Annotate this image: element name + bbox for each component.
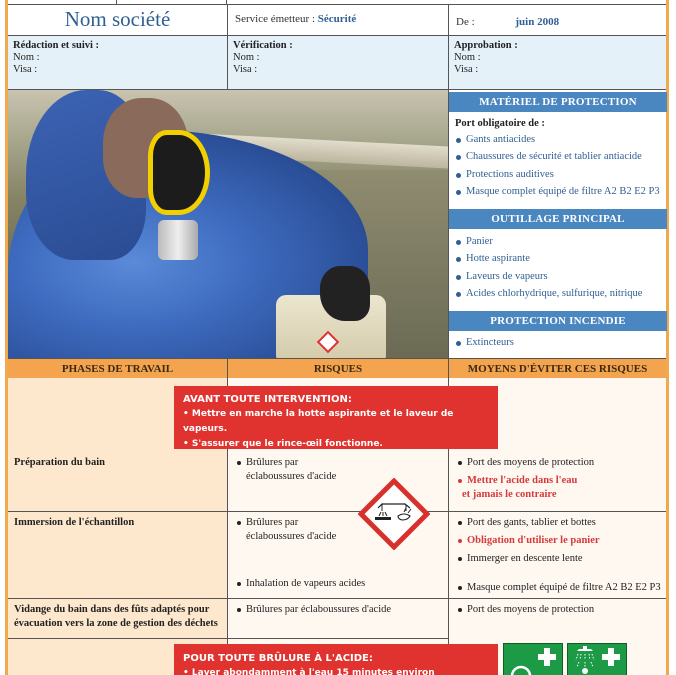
signature-visa: Visa : [233, 64, 258, 75]
plus-icon [538, 648, 556, 666]
means-item: Port des moyens de protection [455, 603, 594, 617]
signature-nom: Nom : [233, 52, 260, 63]
company-name: Nom société [64, 7, 171, 31]
outillage-principal-title: OUTILLAGE PRINCIPAL [449, 209, 667, 229]
list-item: Chaussures de sécurité et tablier antiacide [449, 148, 667, 165]
header-row [8, 5, 666, 36]
means-item: Port des gants, tablier et bottes [455, 516, 661, 530]
date-field [448, 5, 666, 35]
eye-wash-icon [510, 664, 532, 675]
means-cell [455, 516, 661, 595]
phase-preparation: Préparation du bain [14, 457, 106, 468]
service-emitter [227, 5, 448, 35]
date-value: juin 2008 [515, 16, 560, 28]
header-phases: PHASES DE TRAVAIL [61, 363, 174, 375]
signature-nom: Nom : [13, 52, 40, 63]
service-value: Sécurité [317, 13, 357, 25]
list-item: Acides chlorhydrique, sulfurique, nitrique [449, 285, 667, 302]
alert-line: • S'assurer que le rince-œil fonctionne. [183, 439, 383, 449]
signature-visa: Visa : [13, 64, 38, 75]
means-cell [455, 603, 594, 617]
date-label: De : [456, 16, 475, 28]
list-item: Panier [449, 233, 667, 250]
risk-item: Inhalation de vapeurs acides [234, 577, 365, 591]
alert-title: AVANT TOUTE INTERVENTION: [183, 394, 352, 405]
incendie-list [449, 334, 667, 351]
protection-incendie-title: PROTECTION INCENDIE [449, 311, 667, 331]
risk-item: Brûlures par [234, 516, 336, 530]
list-item: Extincteurs [449, 334, 667, 351]
list-item: Masque complet équipé de filtre A2 B2 E2 P3 [449, 183, 667, 200]
means-item: Port des moyens de protection [455, 456, 594, 470]
alert-before-intervention [174, 386, 498, 449]
worker-photo [8, 90, 448, 358]
means-item-highlight: Obligation d'utiliser le panier [455, 534, 661, 548]
signature-row [8, 36, 666, 90]
shower-icon [572, 646, 598, 675]
risk-cell [234, 603, 391, 617]
signature-title: Approbation : [454, 40, 518, 51]
risk-cell: Brûlures par éclaboussures d'acide [234, 516, 336, 544]
materiel-protection-title: MATÉRIEL DE PROTECTION [449, 92, 667, 112]
list-item: Protections auditives [449, 166, 667, 183]
risk-cell: Brûlures par éclaboussures d'acide [234, 456, 336, 484]
alert-title: POUR TOUTE BRÛLURE À L'ACIDE: [183, 653, 373, 664]
list-item: Hotte aspirante [449, 250, 667, 267]
signature-title: Vérification : [233, 40, 293, 51]
eye-wash-sign-icon [503, 643, 563, 675]
signature-verification [227, 36, 448, 89]
corrosive-hazard-icon [358, 478, 430, 550]
header-moyens: MOYENS D'ÉVITER CES RISQUES [448, 359, 666, 379]
list-item: Gants antiacides [449, 131, 667, 148]
list-item: Laveurs de vapeurs [449, 268, 667, 285]
phase-vidange: Vidange du bain dans des fûts adaptés pour évacuation vers la zone de gestion des déchets [14, 604, 218, 629]
alert-line: • Mettre en marche la hotte aspirante et le laveur de vapeurs. [183, 409, 454, 434]
gas-mask [148, 130, 210, 215]
header-risques: RISQUES [227, 359, 448, 379]
emergency-shower-sign-icon [567, 643, 627, 675]
signature-visa: Visa : [454, 64, 479, 75]
signature-title: Rédaction et suivi : [13, 40, 100, 51]
outillage-list [449, 233, 667, 303]
plus-icon [602, 648, 620, 666]
risk-cell [234, 577, 365, 591]
signature-nom: Nom : [454, 52, 481, 63]
means-item-highlight: Mettre l'acide dans l'eau [455, 474, 594, 488]
alert-line: • Laver abondamment à l'eau 15 minutes environ [183, 668, 435, 675]
protection-panel [448, 90, 666, 358]
materiel-intro: Port obligatoire de : [455, 118, 545, 129]
means-cell: Port des moyens de protection Mettre l'acide dans l'eau et jamais le contraire [455, 456, 594, 502]
alert-acid-burn [174, 644, 498, 675]
signature-approbation [448, 36, 666, 89]
signature-redaction [8, 36, 227, 89]
materiel-protection-list [449, 112, 667, 201]
means-item: Masque complet équipé de filtre A2 B2 E2 P3 [455, 581, 661, 595]
means-item: Immerger en descente lente [455, 552, 661, 566]
service-label: Service émetteur : [235, 13, 316, 25]
risk-item: Brûlures par éclaboussures d'acide [234, 603, 391, 617]
table-header [8, 358, 666, 378]
phase-immersion: Immersion de l'échantillon [14, 517, 135, 528]
risk-item: Brûlures par [234, 456, 336, 470]
